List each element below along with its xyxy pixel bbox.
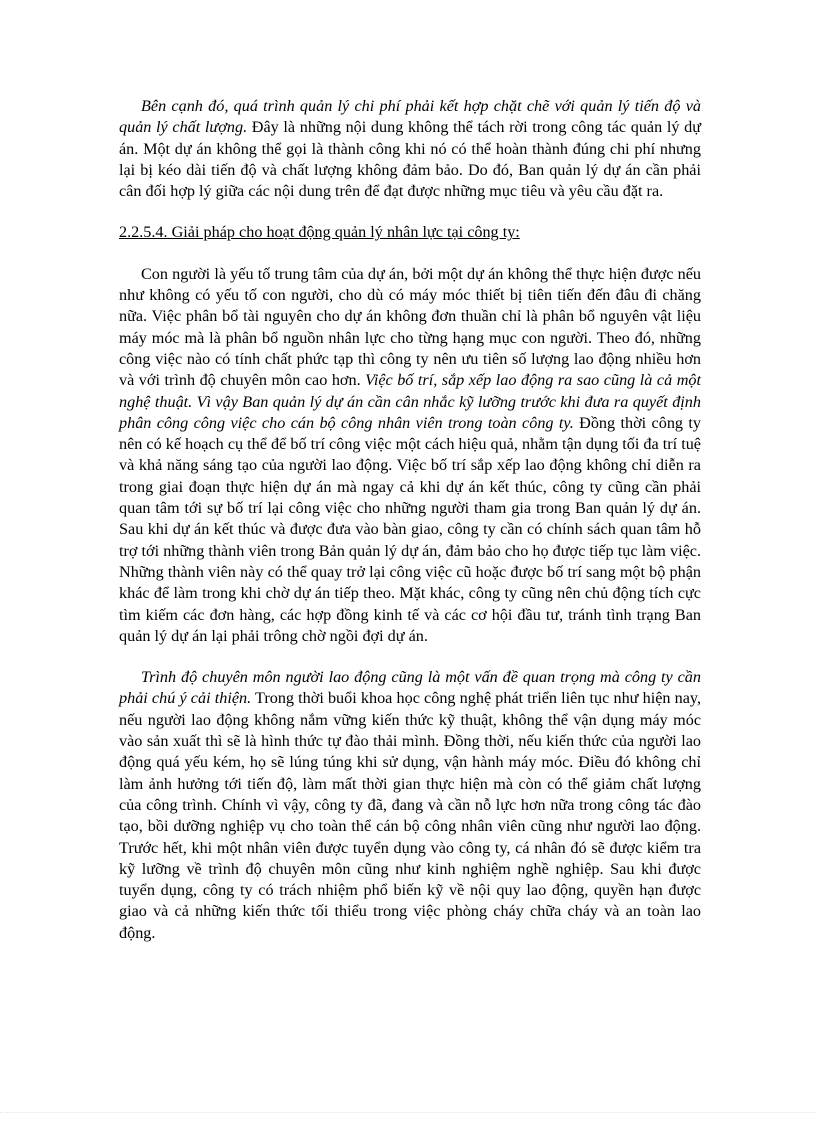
paragraph-text: Đây là những nội dung không thể tách rời trong công tác quản lý dự án. Một dự án không thể gọi là thành công khi nó có thể hoàn thành đúng chi phí nhưng lại bị kéo dài tiến độ và chất lượng không đảm bảo. Do đó, Ban quản lý dự án cần phải cân đối hợp lý giữa các nội dung trên để đạt được những mục tiêu và yêu cầu đặt ra. [119, 118, 701, 201]
paragraph-emphasis: Bên cạnh đó, quá trình quản lý chi phí phải kết hợp chặt chẽ với quản lý tiến độ và quản lý chất lượng. [119, 97, 701, 137]
paragraph-text: Trong thời buổi khoa học công nghệ phát triển liên tục như hiện nay, nếu người lao động không nắm vững kiến thức kỹ thuật, không thể vận dụng máy móc vào sản xuất thì sẽ là hình thức tự đào thải mình. Đồng thời, nếu kiến thức của người lao động quá yếu kém, họ sẽ lúng túng khi sử dụng, vận hành máy móc. Điều đó không chỉ làm ảnh hưởng tới tiến độ, làm mất thời gian thực hiện mà còn có thể giảm chất lượng của công trình. Chính vì vậy, công ty đã, đang và cần nỗ lực hơn nữa trong công tác đào tạo, bồi dưỡng nghiệp vụ cho toàn thể cán bộ công nhân viên cũng như người lao động. Trước hết, khi một nhân viên được tuyển dụng vào công ty, cá nhân đó sẽ được kiểm tra kỹ lưỡng về trình độ chuyên môn cũng như kinh nghiệm nghề nghiệp. Sau khi được tuyển dụng, công ty có trách nhiệm phổ biến kỹ về nội quy lao động, quyền hạn được giao và cả những kiến thức tối thiểu trong việc phòng cháy chữa cháy và an toàn lao động. [119, 689, 701, 942]
document-page [119, 96, 701, 944]
section-heading-text: 2.2.5.4. Giải pháp cho hoạt động quản lý nhân lực tại công ty: [119, 223, 520, 242]
paragraph-cost-management [119, 96, 701, 202]
page-bottom-divider [0, 1112, 816, 1113]
paragraph-text: Con người là yếu tố trung tâm của dự án, bởi một dự án không thể thực hiện được nếu như không có yếu tố con người, cho dù có máy móc thiết bị tiên tiến đến đâu đi chăng nữa. Việc phân bổ tài nguyên cho dự án không đơn thuần chỉ là phân bổ nguyên vật liệu máy móc mà là phân bổ nguồn nhân lực cho từng hạng mục con người. Theo đó, những công việc nào có tính chất phức tạp thì công ty nên ưu tiên số lượng lao động nhiều hơn và với trình độ chuyên môn cao hơn. [119, 264, 701, 390]
paragraph-emphasis: Trình độ chuyên môn người lao động cũng là một vấn đề quan trọng mà công ty cần phải chú ý cải thiện. [119, 668, 701, 708]
paragraph-human-resources [119, 264, 701, 647]
section-heading [119, 222, 701, 243]
paragraph-training [119, 667, 701, 944]
paragraph-emphasis: Việc bố trí, sắp xếp lao động ra sao cũng là cả một nghệ thuật. Vì vậy Ban quản lý dự án cần cân nhắc kỹ lưỡng trước khi đưa ra quyết định phân công công việc cho cán bộ công nhân viên trong toàn công ty. [119, 371, 701, 432]
paragraph-text: Đồng thời công ty nên có kế hoạch cụ thể để bố trí công việc một cách hiệu quả, nhằm tận dụng tối đa trí tuệ và khả năng sáng tạo của người lao động. Việc bố trí sắp xếp lao động không chỉ diễn ra trong giai đoạn thực hiện dự án mà ngay cả khi dự án kết thúc, công ty cũng cần phải quan tâm tới sự bố trí lại công việc cho những người tham gia trong Ban quản lý dự án. Sau khi dự án kết thúc và được đưa vào bàn giao, công ty cần có chính sách quan tâm hỗ trợ tới những thành viên trong Bản quản lý dự án, đảm bảo cho họ được tiếp tục làm việc. Những thành viên này có thể quay trở lại công việc cũ hoặc được bố trí sang một bộ phận khác để làm trong khi chờ dự án tiếp theo. Mặt khác, công ty cũng nên chủ động tích cực tìm kiếm các đơn hàng, các hợp đồng kinh tế và các cơ hội đầu tư, tránh tình trạng Ban quản lý dự án lại phải trông chờ ngồi đợi dự án. [119, 413, 701, 645]
